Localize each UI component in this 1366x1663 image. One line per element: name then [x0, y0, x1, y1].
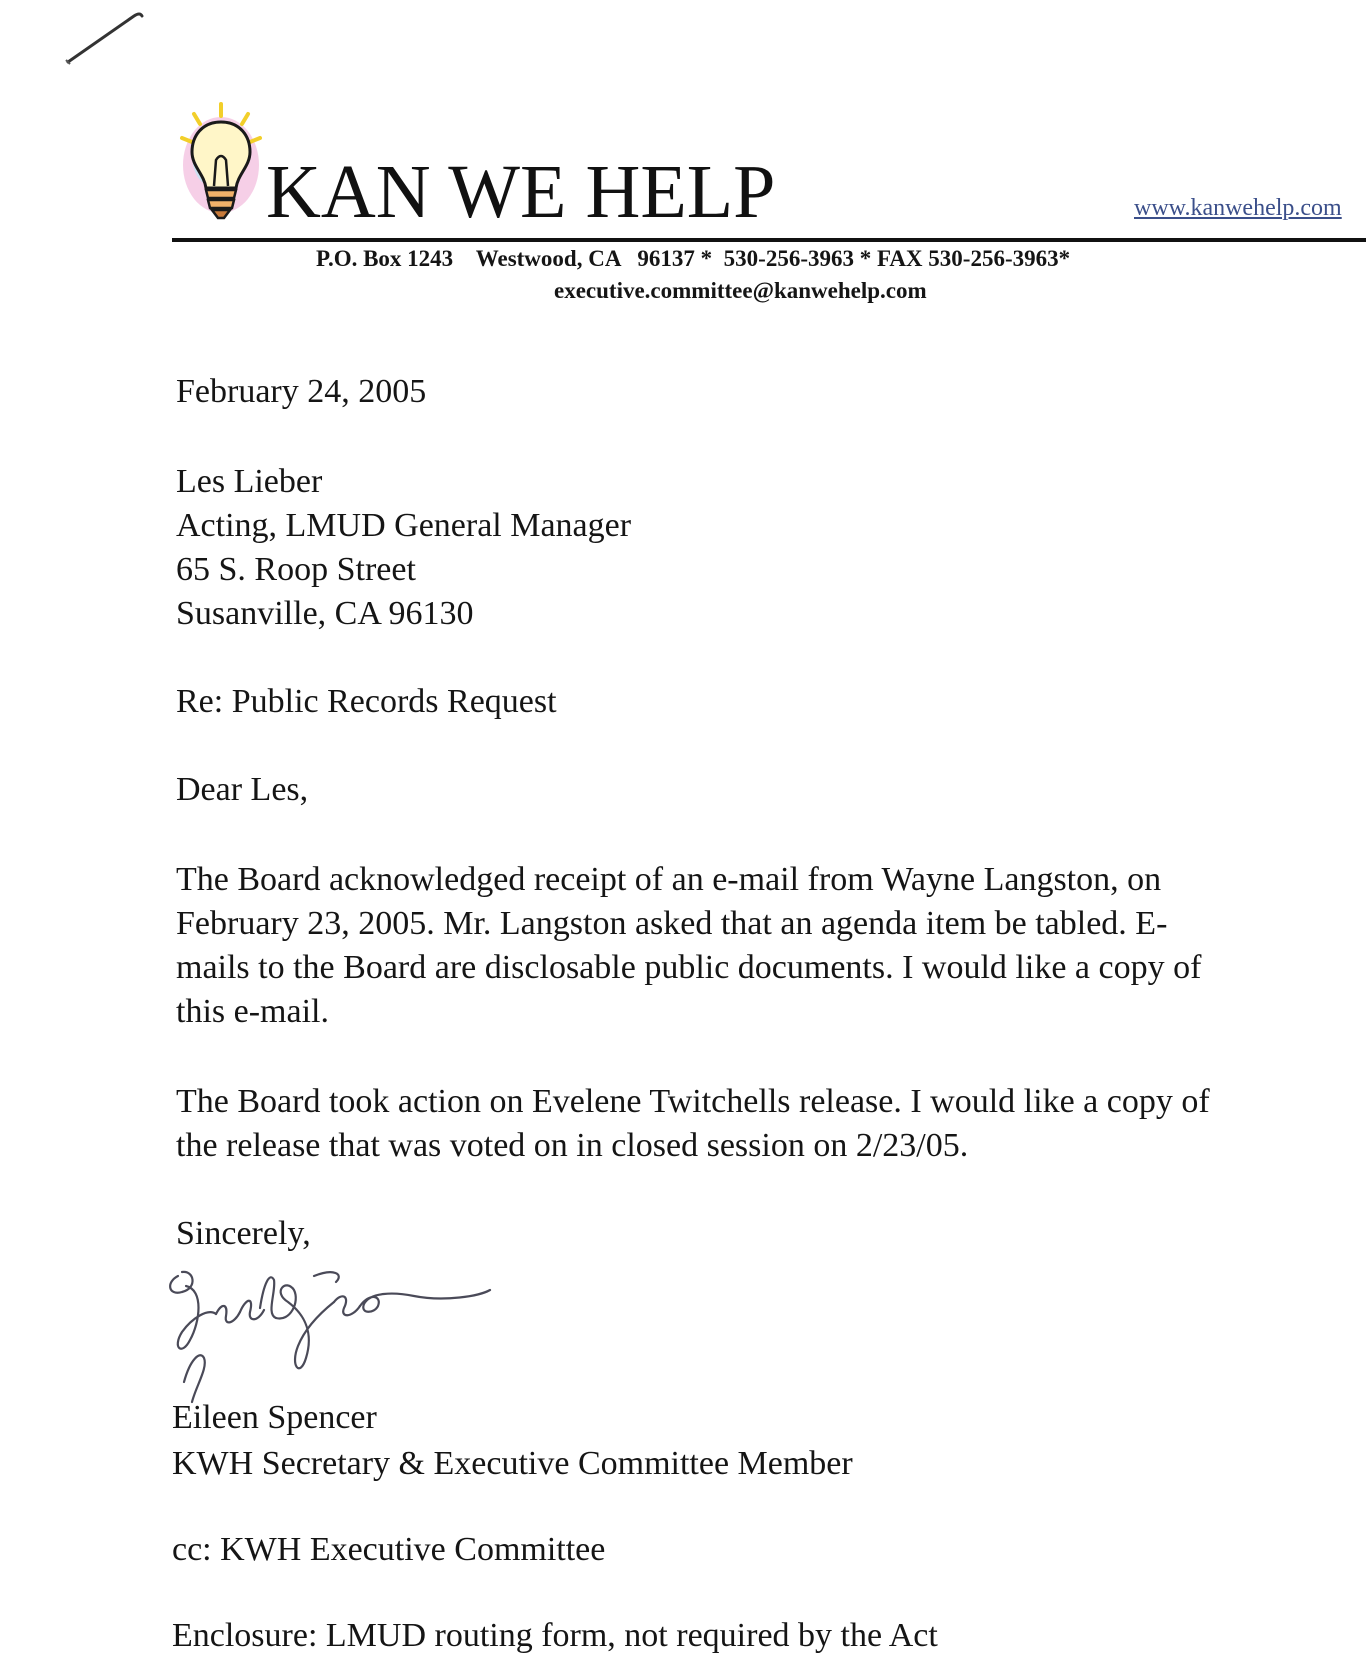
recipient-city: Susanville, CA 96130 — [176, 595, 474, 632]
signer-name: Eileen Spencer — [172, 1399, 377, 1436]
letterhead-email: executive.committee@kanwehelp.com — [554, 278, 927, 303]
org-name: KAN WE HELP — [266, 150, 776, 234]
paragraph-2 — [176, 1080, 1210, 1168]
paragraph-line: mails to the Board are disclosable public documents. I would like a copy of — [176, 949, 1202, 986]
paragraph-line: this e-mail. — [176, 993, 329, 1030]
recipient-title: Acting, LMUD General Manager — [176, 507, 632, 544]
handwritten-signature — [164, 1262, 524, 1412]
paragraph-line: The Board acknowledged receipt of an e-mail from Wayne Langston, on — [176, 861, 1162, 898]
recipient-street: 65 S. Roop Street — [176, 551, 416, 588]
recipient-name: Les Lieber — [176, 463, 323, 500]
cc-line: cc: KWH Executive Committee — [172, 1531, 606, 1568]
staple-mark — [60, 6, 160, 66]
signer-title: KWH Secretary & Executive Committee Member — [172, 1445, 853, 1482]
paragraph-line: The Board took action on Evelene Twitchells release. I would like a copy of — [176, 1083, 1210, 1120]
letter-date: February 24, 2005 — [176, 373, 427, 410]
website-link[interactable]: www.kanwehelp.com — [1134, 195, 1342, 221]
paragraph-line: February 23, 2005. Mr. Langston asked that an agenda item be tabled. E- — [176, 905, 1168, 942]
letterhead-rule — [172, 238, 1366, 242]
closing: Sincerely, — [176, 1215, 311, 1252]
enclosure-line: Enclosure: LMUD routing form, not required by the Act — [172, 1617, 938, 1654]
letterhead-address: P.O. Box 1243 Westwood, CA 96137 * 530-256-3963 * FAX 530-256-3963* — [316, 246, 1071, 271]
subject-line: Re: Public Records Request — [176, 683, 557, 720]
paragraph-line: the release that was voted on in closed session on 2/23/05. — [176, 1127, 969, 1164]
salutation: Dear Les, — [176, 771, 309, 808]
lightbulb-icon — [176, 100, 266, 225]
recipient-block — [176, 460, 631, 636]
paragraph-1 — [176, 858, 1201, 1034]
